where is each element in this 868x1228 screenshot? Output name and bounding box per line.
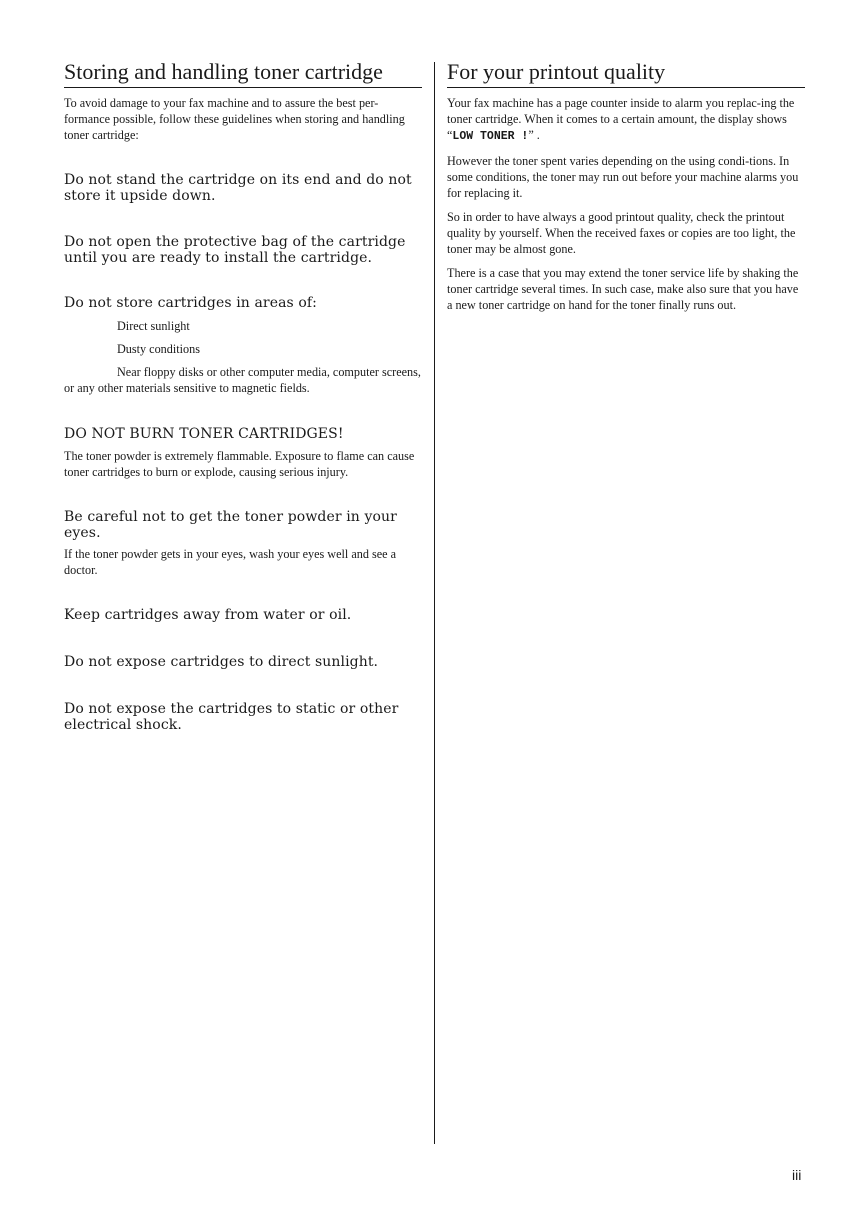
caution-stand-cartridge: Do not stand the cartridge on its end and do not store it upside down. <box>64 172 412 204</box>
low-toner-display-message: LOW TONER ! <box>452 130 529 143</box>
caution-protective-bag: Do not open the protective bag of the cartridge until you are ready to install the cartridge. <box>64 234 406 266</box>
p1-text-after: ” . <box>528 128 540 142</box>
column-divider <box>434 62 435 1144</box>
p1-text-before: Your fax machine has a page counter inside to alarm you replac-ing the toner cartridge. When it comes to a certain amount, the display shows “ <box>447 96 795 142</box>
caution-do-not-burn-body: The toner powder is extremely flammable. Exposure to flame can cause toner cartridges to burn or explode, causing serious injury. <box>64 449 415 479</box>
printout-quality-title: For your printout quality <box>447 58 805 88</box>
caution-do-not-burn: DO NOT BURN TONER CARTRIDGES! <box>64 426 344 442</box>
toner-usage-paragraph: However the toner spent varies depending on the using condi-tions. In some conditions, the toner may run out before your machine alarms you for replacing it. <box>447 154 799 200</box>
caution-eyes-body: If the toner powder gets in your eyes, wash your eyes well and see a doctor. <box>64 547 397 577</box>
caution-eyes: Be careful not to get the toner powder in your eyes. <box>64 509 397 541</box>
caution-static-shock: Do not expose the cartridges to static or other electrical shock. <box>64 701 399 733</box>
storing-intro: To avoid damage to your fax machine and to assure the best per-formance possible, follow these guidelines when storing and handling toner cartridge: <box>64 96 405 142</box>
caution-storage-areas: Do not store cartridges in areas of: <box>64 295 317 311</box>
check-quality-paragraph: So in order to have always a good printout quality, check the printout quality by yourself. When the received faxes or copies are too light, the toner may be almost gone. <box>447 210 796 256</box>
caution-water-oil: Keep cartridges away from water or oil. <box>64 607 352 623</box>
list-item: Direct sunlight <box>117 319 190 333</box>
storing-handling-title: Storing and handling toner cartridge <box>64 58 422 88</box>
left-column <box>64 58 422 733</box>
page-number: iii <box>792 1167 802 1183</box>
right-column <box>447 58 805 313</box>
caution-direct-sunlight: Do not expose cartridges to direct sunlight. <box>64 654 379 670</box>
extend-toner-life-paragraph: There is a case that you may extend the toner service life by shaking the toner cartridge several times. In such case, make also sure that you have a new toner cartridge on hand for the toner finally runs out. <box>447 266 799 312</box>
list-item: Dusty conditions <box>117 342 200 356</box>
printout-quality-paragraph <box>447 95 805 145</box>
list-item: Near floppy disks or other computer media, computer screens, or any other materials sensitive to magnetic fields. <box>64 365 421 395</box>
storage-areas-list <box>64 318 422 396</box>
